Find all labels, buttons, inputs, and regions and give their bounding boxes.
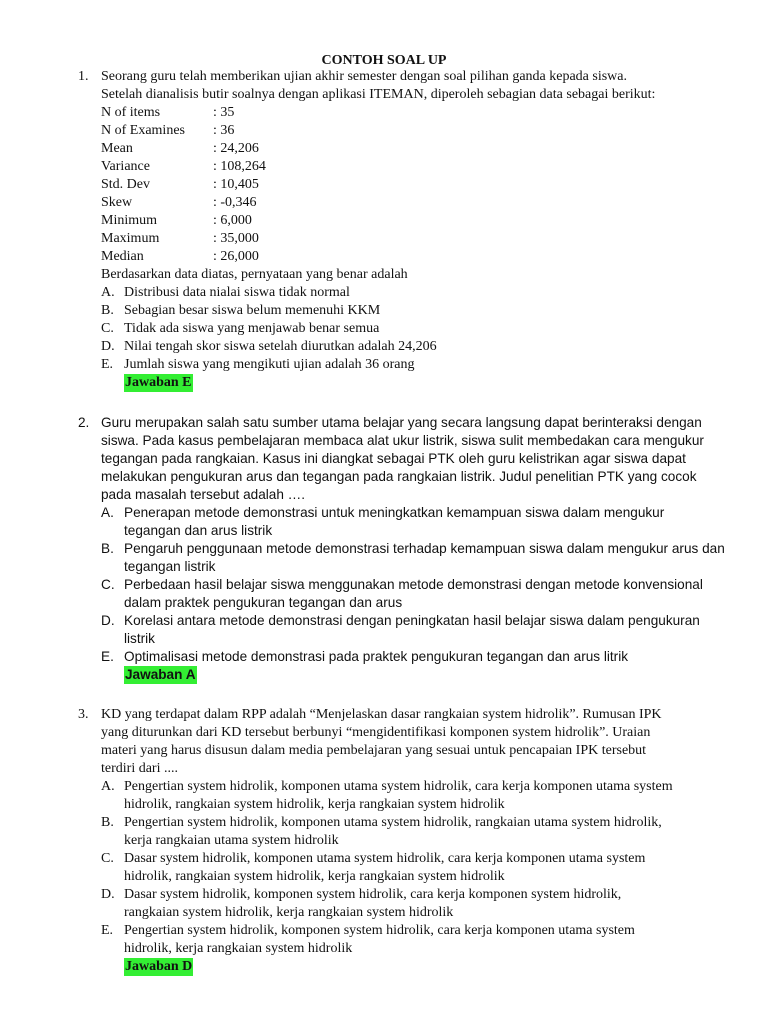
option-text	[124, 540, 738, 576]
option-c	[101, 850, 738, 886]
option-letter: B.	[101, 541, 114, 556]
stat-value: : 35,000	[213, 231, 259, 246]
stat-label: Std. Dev	[101, 177, 150, 192]
option-line: listrik	[124, 631, 155, 646]
question-intro-line: yang diturunkan dari KD tersebut berbunyi “mengidentifikasi komponen system hidrolik”. Uraian	[101, 725, 651, 740]
stat-row	[101, 140, 738, 158]
option-text: Jumlah siswa yang mengikuti ujian adalah 36 orang	[124, 357, 415, 372]
option-d	[101, 338, 738, 356]
stat-label: Variance	[101, 159, 150, 174]
answer-key-highlight: Jawaban A	[125, 667, 196, 682]
answer-options	[101, 504, 738, 666]
stat-value: : 35	[213, 105, 235, 120]
option-c	[101, 320, 738, 338]
stat-value: : 36	[213, 123, 235, 138]
option-text	[124, 922, 738, 958]
stat-value: : 6,000	[213, 213, 252, 228]
question-body	[101, 68, 738, 392]
stat-row	[101, 122, 738, 140]
question-intro-line: materi yang harus disusun dalam media pembelajaran yang sesuai untuk pencapaian IPK tersebut	[101, 743, 647, 758]
question-number: 1.	[78, 69, 89, 84]
option-line: Dasar system hidrolik, komponen system hidrolik, cara kerja komponen system hidrolik,	[124, 887, 622, 902]
option-letter: D.	[101, 339, 115, 354]
option-line: rangkaian system hidrolik, kerja rangkaian system hidrolik	[124, 905, 454, 920]
stat-row	[101, 158, 738, 176]
option-letter: B.	[101, 815, 114, 830]
stat-value: : 108,264	[213, 159, 266, 174]
stat-label: Minimum	[101, 213, 158, 228]
stat-label: N of Examines	[101, 123, 185, 138]
stat-row	[101, 194, 738, 212]
option-text	[124, 814, 738, 850]
option-line: Pengertian system hidrolik, komponen system hidrolik, cara kerja komponen utama system	[124, 923, 635, 938]
option-line: Penerapan metode demonstrasi untuk meningkatkan kemampuan siswa dalam mengukur	[124, 505, 665, 520]
option-e	[101, 922, 738, 958]
question-intro-line: Setelah dianalisis butir soalnya dengan aplikasi ITEMAN, diperoleh sebagian data sebagai berikut:	[101, 87, 656, 102]
option-text: Distribusi data nialai siswa tidak normal	[124, 285, 350, 300]
option-line: kerja rangkaian utama system hidrolik	[124, 833, 339, 848]
stat-value: : 10,405	[213, 177, 259, 192]
option-letter: A.	[101, 505, 114, 520]
option-b	[101, 540, 738, 576]
stat-label: Mean	[101, 141, 133, 156]
stat-row	[101, 176, 738, 194]
option-a	[101, 504, 738, 540]
stat-value: : 26,000	[213, 249, 259, 264]
stat-row	[101, 212, 738, 230]
option-letter: A.	[101, 285, 115, 300]
option-c	[101, 576, 738, 612]
option-line: tegangan listrik	[124, 559, 216, 574]
question-number: 2.	[78, 415, 90, 430]
answer-key-highlight: Jawaban D	[125, 959, 193, 974]
option-line: tegangan dan arus listrik	[124, 523, 273, 538]
option-letter: E.	[101, 923, 114, 938]
stat-label: Skew	[101, 195, 133, 210]
stat-value: : 24,206	[213, 141, 259, 156]
question-body	[101, 414, 738, 684]
stat-label: Median	[101, 249, 144, 264]
answer-options	[101, 284, 738, 374]
option-letter: B.	[101, 303, 114, 318]
option-text	[124, 576, 738, 612]
stat-row	[101, 248, 738, 266]
option-letter: E.	[101, 357, 114, 372]
option-d	[101, 612, 738, 648]
option-line: dalam praktek pengukuran tegangan dan arus	[124, 595, 403, 610]
option-letter: A.	[101, 779, 115, 794]
option-line: Dasar system hidrolik, komponen utama system hidrolik, cara kerja komponen utama system	[124, 851, 646, 866]
option-text	[124, 612, 738, 648]
question-intro-line: siswa. Pada kasus pembelajaran membaca alat ukur listrik, siswa sulit membedakan cara mengukur	[101, 433, 704, 448]
option-b	[101, 814, 738, 850]
option-line: Pengertian system hidrolik, komponen utama system hidrolik, rangkaian utama system hidrolik,	[124, 815, 662, 830]
option-text: Tidak ada siswa yang menjawab benar semua	[124, 321, 380, 336]
option-a	[101, 778, 738, 814]
question-intro-line: KD yang terdapat dalam RPP adalah “Menjelaskan dasar rangkaian system hidrolik”. Rumusan IPK	[101, 707, 662, 722]
question-intro-line: tegangan pada rangkaian. Kasus ini diangkat sebagai PTK oleh guru kelistrikan agar siswa dapat	[101, 451, 686, 466]
option-line: Perbedaan hasil belajar siswa menggunakan metode demonstrasi dengan metode konvensional	[124, 577, 703, 592]
option-b	[101, 302, 738, 320]
stat-row	[101, 104, 738, 122]
option-text: Nilai tengah skor siswa setelah diurutkan adalah 24,206	[124, 339, 437, 354]
option-letter: C.	[101, 577, 115, 592]
option-letter: D.	[101, 613, 115, 628]
stat-row	[101, 230, 738, 248]
question-stem: Berdasarkan data diatas, pernyataan yang benar adalah	[101, 267, 408, 282]
answer-key-highlight: Jawaban E	[125, 375, 192, 390]
option-a	[101, 284, 738, 302]
question-intro-line: Seorang guru telah memberikan ujian akhir semester dengan soal pilihan ganda kepada siswa.	[101, 69, 627, 84]
option-letter: C.	[101, 851, 114, 866]
option-text	[124, 778, 738, 814]
option-letter: E.	[101, 649, 114, 664]
option-letter: C.	[101, 321, 114, 336]
option-line: hidrolik, rangkaian system hidrolik, kerja rangkaian system hidrolik	[124, 797, 505, 812]
option-line: hidrolik, kerja rangkaian system hidrolik	[124, 941, 353, 956]
question-body	[101, 706, 738, 976]
question-number: 3.	[78, 707, 89, 722]
stat-label: N of items	[101, 105, 161, 120]
stat-value: : -0,346	[213, 195, 257, 210]
option-line: Pengaruh penggunaan metode demonstrasi terhadap kemampuan siswa dalam mengukur arus dan	[124, 541, 725, 556]
option-e	[101, 356, 738, 374]
question-intro-line: pada masalah tersebut adalah ….	[101, 487, 306, 502]
option-line: Optimalisasi metode demonstrasi pada praktek pengukuran tegangan dan arus litrik	[124, 649, 629, 664]
option-line: Korelasi antara metode demonstrasi dengan peningkatan hasil belajar siswa dalam pengukuran	[124, 613, 700, 628]
option-text	[124, 504, 738, 540]
option-text	[124, 850, 738, 886]
question-intro-line: melakukan pengukuran arus dan tegangan pada rangkaian listrik. Judul penelitian PTK yang cocok	[101, 469, 697, 484]
option-line: hidrolik, rangkaian system hidrolik, kerja rangkaian system hidrolik	[124, 869, 505, 884]
question-intro-line: terdiri dari ....	[101, 761, 178, 776]
stats-table	[101, 104, 738, 266]
question-intro-line: Guru merupakan salah satu sumber utama belajar yang secara langsung dapat berinteraksi dengan	[101, 415, 702, 430]
page-title: CONTOH SOAL UP	[321, 53, 447, 68]
option-line: Pengertian system hidrolik, komponen utama system hidrolik, cara kerja komponen utama system	[124, 779, 673, 794]
option-e	[101, 648, 738, 666]
stat-label: Maximum	[101, 231, 160, 246]
option-text: Sebagian besar siswa belum memenuhi KKM	[124, 303, 381, 318]
answer-options	[101, 778, 738, 958]
option-text	[124, 648, 738, 666]
option-d	[101, 886, 738, 922]
option-letter: D.	[101, 887, 115, 902]
option-text	[124, 886, 738, 922]
